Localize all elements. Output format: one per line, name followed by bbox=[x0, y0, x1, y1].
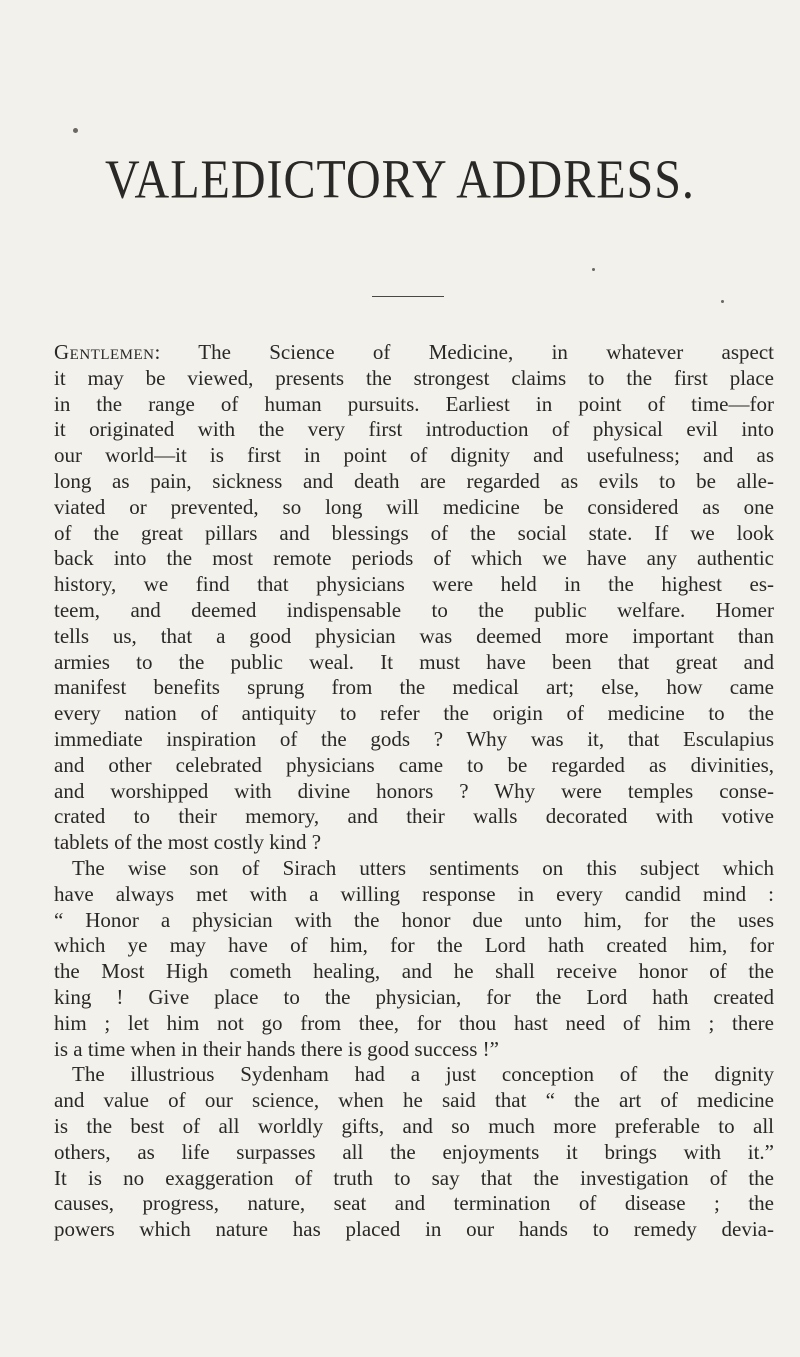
text-line: is a time when in their hands there is good success !” bbox=[54, 1036, 499, 1061]
line-text: : The Science of Medicine, in whatever aspect bbox=[154, 340, 774, 364]
text-line: of the great pillars and blessings of the social state. If we look bbox=[54, 520, 774, 545]
text-line: and other celebrated physicians came to be regarded as divinities, bbox=[54, 752, 774, 777]
text-line: immediate inspiration of the gods ? Why was it, that Esculapius bbox=[54, 726, 774, 751]
paragraph-3 bbox=[54, 1062, 774, 1243]
text-line: teem, and deemed indispensable to the public welfare. Homer bbox=[54, 597, 774, 622]
text-line: viated or prevented, so long will medicine be considered as one bbox=[54, 494, 774, 519]
text-line: crated to their memory, and their walls decorated with votive bbox=[54, 804, 774, 829]
text-line: have always met with a willing response in every candid mind : bbox=[54, 881, 774, 906]
ink-speck bbox=[721, 300, 724, 303]
text-line: back into the most remote periods of which we have any authentic bbox=[54, 546, 774, 571]
text-line: armies to the public weal. It must have been that great and bbox=[54, 649, 774, 674]
text-line: it may be viewed, presents the strongest claims to the first place bbox=[54, 365, 774, 390]
text-line: history, we find that physicians were held in the highest es- bbox=[54, 572, 774, 597]
text-line: others, as life surpasses all the enjoyments it brings with it.” bbox=[54, 1139, 774, 1164]
text-line: and value of our science, when he said that “ the art of medicine bbox=[54, 1088, 774, 1113]
text-line: “ Honor a physician with the honor due unto him, for the uses bbox=[54, 907, 774, 932]
paragraph-2 bbox=[54, 856, 774, 1062]
text-line: The illustrious Sydenham had a just conception of the dignity bbox=[72, 1062, 774, 1087]
text-line: king ! Give place to the physician, for the Lord hath created bbox=[54, 984, 774, 1009]
text-line: manifest benefits sprung from the medical art; else, how came bbox=[54, 675, 774, 700]
text-line: the Most High cometh healing, and he shall receive honor of the bbox=[54, 959, 774, 984]
text-line: tells us, that a good physician was deemed more important than bbox=[54, 623, 774, 648]
text-line: our world—it is first in point of dignity and usefulness; and as bbox=[54, 443, 774, 468]
text-line: is the best of all worldly gifts, and so much more preferable to all bbox=[54, 1113, 774, 1138]
text-line: every nation of antiquity to refer the origin of medicine to the bbox=[54, 701, 774, 726]
salutation: Gentlemen bbox=[54, 340, 155, 364]
text-line: causes, progress, nature, seat and termination of disease ; the bbox=[54, 1191, 774, 1216]
page-title: VALEDICTORY ADDRESS. bbox=[105, 149, 695, 211]
text-line: tablets of the most costly kind ? bbox=[54, 830, 322, 855]
title-divider bbox=[372, 296, 444, 297]
text-line: which ye may have of him, for the Lord hath created him, for bbox=[54, 933, 774, 958]
text-line: and worshipped with divine honors ? Why were temples conse- bbox=[54, 778, 774, 803]
paragraph-1 bbox=[54, 340, 774, 856]
text-line: in the range of human pursuits. Earliest in point of time—for bbox=[54, 391, 774, 416]
text-line: It is no exaggeration of truth to say that the investigation of the bbox=[54, 1165, 774, 1190]
text-line: powers which nature has placed in our hands to remedy devia- bbox=[54, 1217, 774, 1242]
body-text bbox=[54, 340, 774, 1243]
text-line: The wise son of Sirach utters sentiments on this subject which bbox=[72, 855, 774, 880]
text-line: him ; let him not go from thee, for thou hast need of him ; there bbox=[54, 1010, 774, 1035]
ink-speck bbox=[592, 268, 595, 271]
ink-speck bbox=[73, 128, 78, 133]
text-line bbox=[54, 340, 774, 366]
text-line: long as pain, sickness and death are regarded as evils to be alle- bbox=[54, 468, 774, 493]
text-line: it originated with the very first introduction of physical evil into bbox=[54, 417, 774, 442]
